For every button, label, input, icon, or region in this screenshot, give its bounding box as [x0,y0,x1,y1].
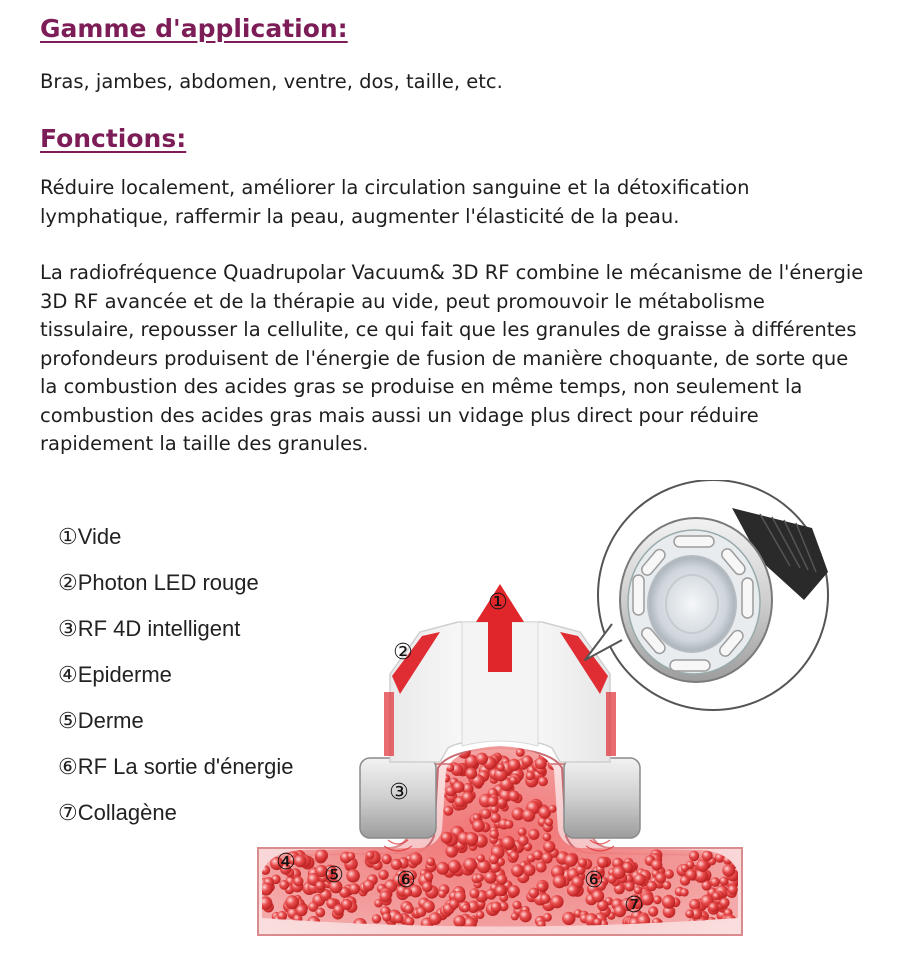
fat-granule [518,835,529,846]
fat-granule [453,781,465,793]
applicator-lens-inset [585,480,828,710]
fat-granule [485,889,496,900]
fat-granule [394,913,404,923]
legend-item-rf-energy: ⑥RF La sortie d'énergie [58,754,294,779]
fat-granule [409,852,422,865]
fat-granule [702,850,713,861]
marker-collagen: ⑦ [624,893,644,918]
fat-granule [346,869,360,883]
fat-granule [422,882,433,893]
fat-granule [404,904,414,914]
fat-granule [511,912,519,920]
fat-granule [501,836,515,850]
fat-granule [524,864,536,876]
rf-electrode-right [564,758,640,838]
fat-granule [497,763,505,771]
fat-granule [445,845,458,858]
fat-granule [538,777,548,787]
fat-granule [541,852,552,863]
marker-vacuum: ① [488,590,508,615]
fat-granule [543,913,552,922]
fat-granule [495,885,506,896]
fat-granule [279,880,289,890]
fat-granule [511,864,524,877]
legend-item-red-led: ②Photon LED rouge [58,570,259,595]
fat-granule [504,820,513,829]
fat-granule [293,876,303,886]
fat-granule [722,864,735,877]
fat-granule [315,849,328,862]
fat-granule [625,882,635,892]
fat-granule [651,859,662,870]
fat-granule [441,832,453,844]
fat-granule [481,809,492,820]
fat-granule [453,915,465,927]
fat-granule [497,798,507,808]
fat-granule [285,895,299,909]
fat-granule [521,755,532,766]
fat-granule [712,892,720,900]
fat-granule [612,866,625,879]
fat-granule [664,869,674,879]
legend-item-vacuum: ①Vide [58,524,122,549]
fat-granule [508,790,519,801]
rf-vacuum-diagram [0,480,900,960]
fat-granule [528,829,539,840]
fat-granule [513,901,522,910]
fat-granule [424,872,433,881]
fat-granule [347,852,355,860]
fat-granule [696,859,709,872]
fat-granule [522,809,535,822]
fat-granule [472,820,485,833]
fat-granule [382,913,391,922]
fat-granule [526,771,535,780]
fat-granule [728,885,738,895]
fat-granule [680,875,690,885]
functions-heading: Fonctions: [40,124,187,153]
fat-granule [448,860,461,873]
marker-dermis: ⑤ [324,863,344,888]
fat-granule [535,757,547,769]
fat-granule [578,858,587,867]
fat-granule [476,874,484,882]
fat-granule [476,911,484,919]
fat-granule [562,912,575,925]
fat-granule [710,877,720,887]
fat-granule [509,776,517,784]
fat-granule [719,877,728,886]
fat-granule [429,912,442,925]
fat-granule [510,851,519,860]
fat-granule [476,753,488,765]
fat-granule [366,851,375,860]
fat-granule [491,902,502,913]
fat-granule [426,857,435,866]
fat-granule [349,883,360,894]
fat-granule [567,884,579,896]
fat-granule [533,850,543,860]
legend-item-collagen: ⑦Collagène [58,800,177,825]
fat-granule [537,882,547,892]
application-heading: Gamme d'application: [40,14,348,43]
fat-granule [380,890,392,902]
fat-granule [341,899,352,910]
fat-granule [663,881,672,890]
functions-intro: Réduire localement, améliorer la circulation sanguine et la détoxification lymphatique, raffermir la peau, augmenter l'élasticité de la peau. [40,176,750,228]
fat-granule [462,904,470,912]
fat-granule [519,910,531,922]
fat-granule [462,791,474,803]
marker-rf-4d: ③ [389,780,409,805]
marker-rf-energy-left: ⑥ [396,868,416,893]
fat-granule [680,888,688,896]
fat-granule [465,832,478,845]
fat-granule [508,885,520,897]
fat-granule [689,899,700,910]
fat-granule [463,858,477,872]
fat-granule [685,909,694,918]
fat-granule [438,890,446,898]
fat-granule [416,907,426,917]
fat-granule [529,888,540,899]
fat-granule [508,759,520,771]
fat-granule [564,854,577,867]
fat-granule [363,880,374,891]
functions-description: La radiofréquence Quadrupolar Vacuum& 3D RF combine le mécanisme de l'énergie 3D RF avancée et de la thérapie au vide, peut promouvoir le métabolisme tissulaire, repousser la cellulite, ce qui fait que les granules de graisse à différentes profondeurs produisent de l'énergie de fusion de manière choquante, de sorte que la combustion des acides gras se produise en même temps, non seulement la combustion des acides gras mais aussi un vidage plus direct pour réduire rapidement la taille des granules. [40,261,864,455]
fat-granule [489,854,499,864]
fat-granule [477,854,485,862]
fat-granule [382,854,392,864]
fat-granule [540,894,550,904]
fat-granule [372,914,381,923]
application-text: Bras, jambes, abdomen, ventre, dos, taille, etc. [40,70,503,93]
fat-granule [487,796,498,807]
fat-granule [689,851,699,861]
marker-red-led: ② [393,640,413,665]
fat-granule [550,895,563,908]
fat-granule [543,833,552,842]
legend-item-epidermis: ④Epiderme [58,662,172,687]
fat-granule [516,748,525,757]
fat-granule [465,768,477,780]
fat-granule [648,907,658,917]
fat-granule [490,830,499,839]
fat-granule [597,857,608,868]
fat-granule [548,805,556,813]
fat-granule [436,862,449,875]
fat-granule [634,873,646,885]
fat-granule [653,895,662,904]
fat-granule [496,874,507,885]
marker-rf-energy-right: ⑥ [584,868,604,893]
fat-granule [543,841,555,853]
fat-granule [378,870,388,880]
legend-item-dermis: ⑤Derme [58,708,144,733]
fat-granule [647,881,657,891]
fat-granule [469,888,479,898]
fat-granule [518,827,527,836]
fat-granule [449,899,459,909]
fat-granule [443,806,453,816]
fat-granule [553,875,566,888]
legend-item-rf-4d: ③RF 4D intelligent [58,616,241,641]
fat-granule [405,917,415,927]
fat-granule [315,908,325,918]
fat-granule [545,818,553,826]
marker-epidermis: ④ [276,850,296,875]
fat-granule [709,902,719,912]
fat-granule [720,898,730,908]
fat-granule [662,895,675,908]
